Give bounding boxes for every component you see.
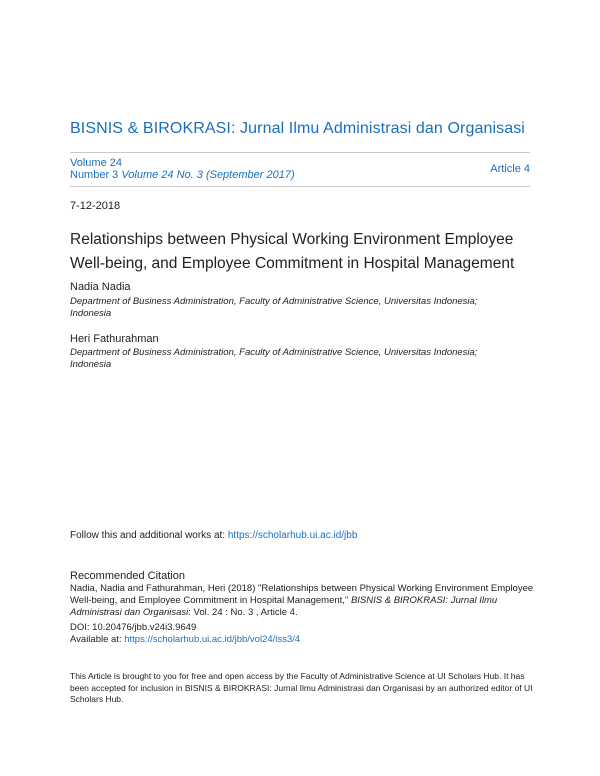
volume-link[interactable]: Volume 24 bbox=[70, 157, 122, 169]
header-divider-bottom bbox=[70, 186, 530, 187]
access-notice: This Article is brought to you for free and open access by the Faculty of Administrative Science at UI Scholars Hub. It has been accepted for inclusion in BISNIS & BIROKRASI: Jurnal Ilmu Administrasi dan Organisasi by an authorized editor of UI Scholars Hub. bbox=[70, 671, 533, 704]
citation-journal: BISNIS & BIROKRASI: Jurnal Ilmu Administrasi dan Organisasi bbox=[70, 595, 498, 618]
citation-heading: Recommended Citation bbox=[70, 570, 185, 582]
journal-title-link[interactable]: BISNIS & BIROKRASI: Jurnal Ilmu Administrasi dan Organisasi bbox=[70, 120, 525, 137]
available-link[interactable]: https://scholarhub.ui.ac.id/jbb/vol24/iss3/4 bbox=[124, 634, 301, 645]
issue-link[interactable]: Volume 24 No. 3 (September 2017) bbox=[121, 169, 295, 181]
author-affiliation: Department of Business Administration, Faculty of Administrative Science, Universitas Indonesia; Indonesia bbox=[70, 296, 478, 319]
follow-line bbox=[70, 530, 357, 541]
publication-date: 7-12-2018 bbox=[70, 200, 121, 212]
citation-volume: : Vol. 24 : No. 3 , Article 4. bbox=[188, 607, 298, 618]
citation-text bbox=[70, 583, 540, 619]
article-number-link[interactable]: Article 4 bbox=[490, 163, 530, 175]
paper-title: Relationships between Physical Working Environment Employee Well-being, and Employee Commitment in Hospital Management bbox=[70, 231, 515, 272]
author-affiliation: Department of Business Administration, Faculty of Administrative Science, Universitas Indonesia; Indonesia bbox=[70, 347, 478, 370]
doi-text: DOI: 10.20476/jbb.v24i3.9649 bbox=[70, 622, 197, 633]
citation-body: Nadia, Nadia and Fathurahman, Heri (2018) "Relationships between Physical Working Environment Employee Well-being, and Employee Commitment in Hospital Management," bbox=[70, 583, 534, 606]
follow-link[interactable]: https://scholarhub.ui.ac.id/jbb bbox=[227, 530, 358, 541]
available-line bbox=[70, 634, 300, 645]
author-name: Heri Fathurahman bbox=[70, 333, 159, 345]
header-divider-top bbox=[70, 152, 530, 153]
follow-text: Follow this and additional works at: bbox=[70, 530, 228, 541]
issue-line bbox=[70, 169, 295, 181]
author-name: Nadia Nadia bbox=[70, 281, 131, 293]
available-label: Available at: bbox=[70, 634, 125, 645]
number-link[interactable]: Number 3 bbox=[70, 169, 119, 181]
